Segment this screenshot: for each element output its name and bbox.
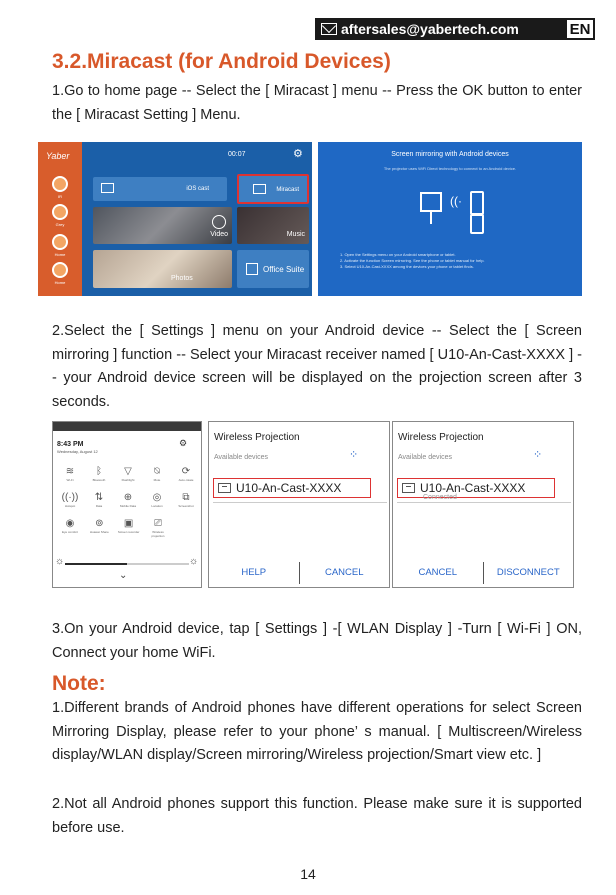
section-title: 3.2.Miracast (for Android Devices) xyxy=(52,50,391,73)
wifi-icon: ≋ xyxy=(65,466,75,477)
chevron-down-icon[interactable]: ⌄ xyxy=(119,570,128,581)
email-bar xyxy=(315,18,565,40)
launcher-sidebar xyxy=(38,142,82,296)
wifi-wave-icon: ((· xyxy=(450,194,462,208)
quick-settings-row-1 xyxy=(59,466,197,482)
cancel-button[interactable]: CANCEL xyxy=(418,567,458,578)
mirroring-steps: 1. Open the Settings menu on your Android smartphone or tablet. 2. Activate the function Screen mirroring. See the phone or tablet manual for help. 3. Select U10-An-Cast-XXXX among the devices your phone or tablet finds. xyxy=(340,252,485,269)
brightness-high-icon: ☼ xyxy=(189,556,199,567)
divider xyxy=(397,502,571,503)
step-1-text: 1.Go to home page -- Select the [ Miracast ] menu -- Press the OK button to enter the [ Miracast Setting ] Menu. xyxy=(52,83,582,123)
support-email: aftersales@yabertech.com xyxy=(341,21,519,37)
flashlight-icon: ▽ xyxy=(124,466,132,477)
qs-screenshot[interactable]: ⧉ Screenshot xyxy=(175,492,197,508)
quick-settings-row-2 xyxy=(59,492,197,508)
sidebar-icon-3 xyxy=(52,234,68,250)
projector-screen-icon xyxy=(420,192,442,212)
rotate-icon: ⟳ xyxy=(181,466,191,477)
cancel-button[interactable]: CANCEL xyxy=(324,567,364,578)
sidebar-label-2: Grey xyxy=(55,222,65,227)
dialog-title: Wireless Projection xyxy=(214,432,300,443)
connection-status: Connected xyxy=(423,494,457,501)
brightness-low-icon: ☼ xyxy=(55,556,65,567)
qs-wireless-projection[interactable]: ⎚ Wireless projection xyxy=(147,518,169,538)
step-3-text: 3.On your Android device, tap [ Settings ] -[ WLAN Display ] -Turn [ Wi-Fi ] ON, Connect your home WiFi. xyxy=(52,621,582,661)
qs-share[interactable]: ⊚ Huawei Share xyxy=(89,518,109,534)
loading-spinner-icon: ⁘ xyxy=(349,449,358,461)
phone-status-bar xyxy=(53,422,201,431)
monitor-icon xyxy=(101,183,114,193)
office-icon xyxy=(246,263,258,275)
mirroring-title: Screen mirroring with Android devices xyxy=(391,151,509,158)
qs-hotspot[interactable]: ((·)) Hotspot xyxy=(59,492,81,508)
gear-icon: ⚙ xyxy=(293,148,303,160)
sidebar-icon-4 xyxy=(52,262,68,278)
launcher-brand: Yaber xyxy=(46,151,70,161)
screen-cast-icon xyxy=(218,483,231,493)
sidebar-label-1: IR xyxy=(58,194,62,199)
sidebar-label-4: Home xyxy=(54,280,66,285)
disconnect-button[interactable]: DISCONNECT xyxy=(496,567,560,578)
device-item[interactable] xyxy=(213,478,371,498)
quick-settings-row-3 xyxy=(59,518,169,538)
tile-video[interactable]: Video xyxy=(93,207,232,244)
location-icon: ◎ xyxy=(152,492,162,503)
qs-data[interactable]: ⇅ Data xyxy=(88,492,110,508)
phone-time: 8:43 PM xyxy=(57,441,84,448)
cast-icon xyxy=(253,184,266,194)
available-devices-label: Available devices xyxy=(214,454,268,461)
note-1-text: 1.Different brands of Android phones have different operations for select Screen Mirroring Display, please refer to your phone’ s manual. [ Multiscreen/Wireless display/WLAN display/Screen mirroring/Wireless projection/Smart view etc. ] xyxy=(52,700,582,763)
share-icon: ⊚ xyxy=(95,518,104,529)
qs-location[interactable]: ◎ Location xyxy=(146,492,168,508)
projection-icon: ⎚ xyxy=(153,518,162,529)
qs-wifi[interactable]: ≋ Wi-Fi xyxy=(59,466,81,482)
launcher-screenshot xyxy=(38,142,312,296)
note-2-text: 2.Not all Android phones support this function. Please make sure it is supported before use. xyxy=(52,796,582,836)
tile-ios-cast[interactable]: iOS cast xyxy=(93,177,227,201)
qs-flashlight[interactable]: ▽ Flashlight xyxy=(117,466,139,482)
bluetooth-icon: ᛒ xyxy=(96,466,102,477)
dialog-buttons xyxy=(393,562,573,584)
screenshot-icon: ⧉ xyxy=(182,492,190,503)
device-name: U10-An-Cast-XXXX xyxy=(420,481,526,495)
tile-music[interactable]: Music xyxy=(237,207,309,244)
tile-miracast[interactable]: Miracast xyxy=(237,174,309,204)
language-badge: EN xyxy=(565,18,595,40)
dialog-title: Wireless Projection xyxy=(398,432,484,443)
dialog-buttons xyxy=(209,562,389,584)
sidebar-label-3: Home xyxy=(54,252,66,257)
tile-office-suite[interactable]: Office Suite xyxy=(237,250,309,288)
qs-auto-rotate[interactable]: ⟳ Auto-rotate xyxy=(175,466,197,482)
wireless-projection-connected-dialog xyxy=(392,421,574,588)
sidebar-icon-2 xyxy=(52,204,68,220)
play-icon xyxy=(212,215,226,229)
mail-icon xyxy=(321,23,337,35)
note-title: Note: xyxy=(52,672,106,695)
help-button[interactable]: HELP xyxy=(241,567,267,578)
qs-eye-comfort[interactable]: ◉ Eye comfort xyxy=(59,518,81,538)
phone-icon xyxy=(470,214,484,234)
hotspot-icon: ((·)) xyxy=(61,492,79,503)
mobile-data-icon: ⊕ xyxy=(123,492,133,503)
screen-cast-icon xyxy=(402,483,415,493)
mute-icon: ⍉ xyxy=(154,466,160,477)
phone-quick-settings xyxy=(52,421,202,588)
step-2-text: 2.Select the [ Settings ] menu on your Android device -- Select the [ Screen mirroring ] function -- Select your Miracast receiver named [ U10-An-Cast-XXXX ] -- your Android device screen will be displayed on the projection screen after 3 seconds. xyxy=(52,323,582,410)
phone-date: Wednesday, August 12 xyxy=(57,449,98,454)
qs-bluetooth[interactable]: ᛒ Bluetooth xyxy=(88,466,110,482)
page-number: 14 xyxy=(300,866,316,882)
loading-spinner-icon: ⁘ xyxy=(533,449,542,461)
contact-header xyxy=(315,18,595,40)
tablet-icon xyxy=(470,191,484,215)
device-item[interactable] xyxy=(397,478,555,498)
eye-icon: ◉ xyxy=(65,518,75,529)
launcher-clock: 00:07 xyxy=(228,151,246,158)
qs-screen-recorder[interactable]: ▣ Screen recorder xyxy=(117,518,140,534)
brightness-slider-fill xyxy=(65,563,127,565)
settings-gear-icon[interactable]: ⚙ xyxy=(179,438,188,448)
tile-photos[interactable]: Photos xyxy=(93,250,232,288)
recorder-icon: ▣ xyxy=(123,518,134,529)
wireless-projection-dialog xyxy=(208,421,390,588)
divider xyxy=(213,502,387,503)
qs-mobile-data[interactable]: ⊕ Mobile Data xyxy=(117,492,139,508)
data-icon: ⇅ xyxy=(94,492,104,503)
sidebar-icon-1 xyxy=(52,176,68,192)
qs-mute[interactable]: ⍉ Mute xyxy=(146,466,168,482)
available-devices-label: Available devices xyxy=(398,454,452,461)
mirroring-screenshot xyxy=(318,142,582,296)
device-name: U10-An-Cast-XXXX xyxy=(236,481,342,495)
mirroring-subtitle: The projector uses WiFi Direct technology to connect to an Android device. xyxy=(383,166,517,171)
